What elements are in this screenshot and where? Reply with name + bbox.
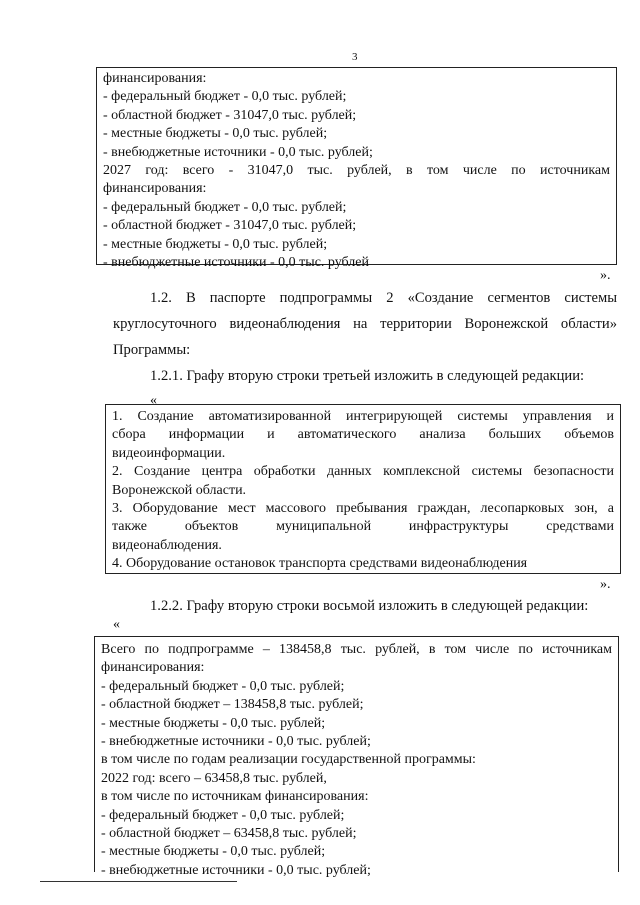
open-quote: « (150, 393, 157, 408)
close-quote: ». (600, 268, 611, 283)
box-line: 4. Оборудование остановок транспорта средствами видеонаблюдения (112, 556, 528, 572)
box-line: 2022 год: всего – 63458,8 тыс. рублей, (101, 770, 327, 786)
box-line: - федеральный бюджет - 0,0 тыс. рублей; (101, 807, 345, 823)
box-line: финансирования: (101, 660, 205, 676)
box-line: видеонаблюдения. (112, 537, 222, 553)
paragraph-1-2-line1: 1.2. В паспорте подпрограммы 2 «Создание сегментов системы (150, 290, 617, 306)
box-line: - внебюджетные источники - 0,0 тыс. рублей; (101, 734, 371, 750)
paragraph-1-2-1: 1.2.1. Графу вторую строки третьей изложить в следующей редакции: (150, 368, 585, 384)
page-number: 3 (352, 51, 358, 63)
box-line: - федеральный бюджет - 0,0 тыс. рублей; (103, 89, 347, 105)
box-line: - местные бюджеты - 0,0 тыс. рублей; (101, 844, 326, 860)
box-line: - внебюджетные источники - 0,0 тыс. рублей; (103, 144, 373, 160)
financing-box-2027 (96, 67, 617, 271)
box-line: 1. Создание автоматизированной интегрирующей системы управления и (112, 409, 614, 424)
box-line: - областной бюджет – 63458,8 тыс. рублей; (101, 826, 357, 842)
paragraph-1-2-line2: круглосуточного видеонаблюдения на территории Воронежской области» (113, 316, 617, 332)
box-line: - внебюджетные источники - 0,0 тыс. рублей; (101, 862, 371, 878)
box-line: - федеральный бюджет - 0,0 тыс. рублей; (101, 678, 345, 694)
box-line: сбора информации и автоматического анализа больших объемов (112, 427, 614, 443)
box-line: - внебюджетные источники - 0,0 тыс. рублей (103, 255, 369, 271)
box-line: 3. Оборудование мест массового пребывания граждан, лесопарковых зон, а (112, 501, 614, 517)
open-quote: « (113, 617, 120, 632)
close-quote: ». (600, 577, 611, 592)
box-line: - областной бюджет - 31047,0 тыс. рублей; (103, 218, 357, 234)
box-line: в том числе по источникам финансирования: (101, 789, 369, 805)
financing-box-subprogram (94, 636, 619, 878)
box-line: также объектов муниципальной инфраструктуры средствами (112, 519, 614, 535)
paragraph-1-2-line3: Программы: (113, 342, 191, 358)
box-line: финансирования: (103, 71, 207, 86)
footnote-divider (40, 881, 237, 882)
box-line: 2027 год: всего - 31047,0 тыс. рублей, в том числе по источникам (103, 163, 610, 179)
box-line: - местные бюджеты - 0,0 тыс. рублей; (103, 236, 328, 252)
tasks-box (105, 404, 621, 574)
box-line: в том числе по годам реализации государственной программы: (101, 752, 476, 768)
box-line: Воронежской области. (112, 482, 247, 498)
box-line: 2. Создание центра обработки данных комплексной системы безопасности (112, 464, 614, 480)
paragraph-1-2-2: 1.2.2. Графу вторую строки восьмой изложить в следующей редакции: (150, 598, 589, 614)
box-line: Всего по подпрограмме – 138458,8 тыс. рублей, в том числе по источникам (101, 642, 612, 657)
box-line: - местные бюджеты - 0,0 тыс. рублей; (103, 126, 328, 142)
box-line: - федеральный бюджет - 0,0 тыс. рублей; (103, 199, 347, 215)
box-line: финансирования: (103, 181, 207, 197)
box-line: - областной бюджет – 138458,8 тыс. рублей; (101, 697, 364, 713)
box-line: видеоинформации. (112, 445, 226, 461)
box-line: - местные бюджеты - 0,0 тыс. рублей; (101, 715, 326, 731)
box-line: - областной бюджет - 31047,0 тыс. рублей; (103, 107, 357, 123)
